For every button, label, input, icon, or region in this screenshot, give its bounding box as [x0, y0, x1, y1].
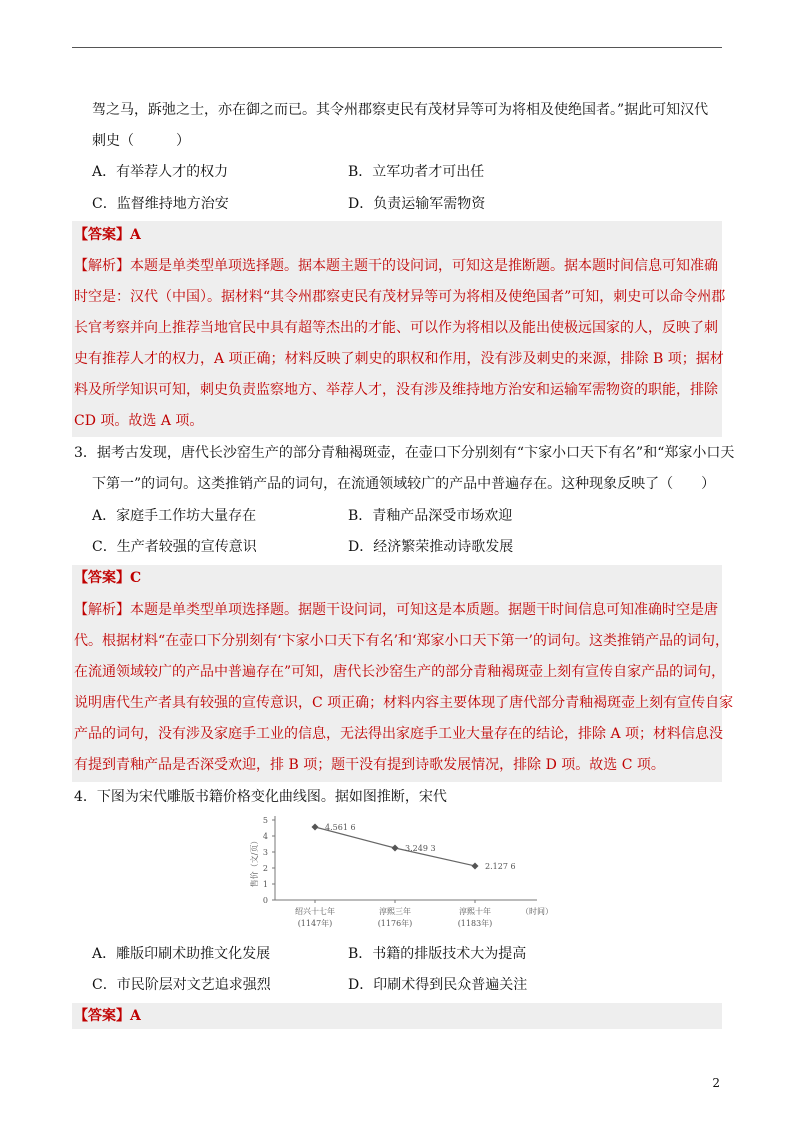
q4-stem: 4．下图为宋代雕版书籍价格变化曲线图。据如图推断，宋代 — [74, 789, 447, 805]
q3-option-d: D．经济繁荣推动诗歌发展 — [348, 539, 514, 555]
q3-option-b: B．青釉产品深受市场欢迎 — [348, 508, 513, 524]
x-tick-label-year: (1176年) — [377, 919, 413, 928]
q2-answer: 【答案】A — [74, 227, 141, 243]
data-point — [312, 824, 319, 831]
q2-option-d: D．负责运输军需物资 — [348, 196, 486, 212]
y-tick-label: 5 — [262, 816, 268, 825]
y-axis-label: 售价（文/页） — [250, 836, 259, 888]
q2-analysis-line: 料及所学知识可知，刺史负责监察地方、举荐人才，没有涉及维持地方治安和运输军需物资的职能，排除 — [74, 382, 718, 398]
q2-analysis-line: 时空是：汉代（中国）。据材料“其令州郡察吏民有茂材异等可为将相及使绝国者”可知，刺史可以命令州郡 — [74, 289, 726, 305]
q4-option-a: A．雕版印刷术助推文化发展 — [92, 946, 271, 962]
q2-analysis-line: 长官考察并向上推荐当地官民中具有超等杰出的才能、可以作为将相以及能出使极远国家的人，反映了刺 — [74, 320, 718, 336]
q3-analysis-line: 【解析】本题是单类型单项选择题。据题干设问词，可知这是本质题。据题干时间信息可知准确时空是唐 — [74, 602, 718, 618]
q3-option-a: A．家庭手工作坊大量存在 — [92, 508, 257, 524]
q3-analysis-line: 代。根据材料“在壶口下分别刻有‘卞家小口天下有名’和‘郑家小口天下第一’的词句。这类推销产品的词句， — [74, 633, 729, 649]
q3-analysis-line: 产品的词句，没有涉及家庭手工业的信息，无法得出家庭手工业大量存在的结论，排除 A 项；材料信息没 — [74, 726, 724, 742]
q2-analysis-line: CD 项。故选 A 项。 — [74, 413, 204, 429]
x-tick-label: 淳熙三年 — [379, 907, 411, 916]
q2-analysis-line: 史有推荐人才的权力，A 项正确；材料反映了刺史的职权和作用，没有涉及刺史的来源，排除 B 项；据材 — [74, 351, 724, 367]
q4-option-d: D．印刷术得到民众普遍关注 — [348, 977, 528, 993]
y-tick-label: 2 — [262, 864, 268, 873]
q4-answer-box — [72, 1003, 722, 1029]
q3-analysis-line: 说明唐代生产者具有较强的宣传意识，C 项正确；材料内容主要体现了唐代部分青釉褐斑壶上刻有宣传自家 — [74, 695, 734, 711]
q2-stem-line1: 驾之马，跅弛之士，亦在御之而已。其令州郡察吏民有茂材异等可为将相及使绝国者。”据此可知汉代 — [92, 102, 709, 118]
q4-option-b: B．书籍的排版技术大为提高 — [348, 946, 527, 962]
q2-analysis-line: 【解析】本题是单类型单项选择题。据本题主题干的设问词，可知这是推断题。据本题时间信息可知准确 — [74, 258, 718, 274]
q3-analysis-line: 有提到青釉产品是否深受欢迎，排 B 项；题干没有提到诗歌发展情况，排除 D 项。故选 C 项。 — [74, 757, 665, 773]
q2-option-b: B．立军功者才可出任 — [348, 164, 485, 180]
q2-stem-line2: 刺史（ ） — [92, 133, 190, 149]
q2-option-a: A．有举荐人才的权力 — [92, 164, 229, 180]
q3-analysis-line: 在流通领域较广的产品中普遍存在”可知，唐代长沙窑生产的部分青釉褐斑壶上刻有宣传自家产品的词句， — [74, 664, 726, 680]
q3-answer: 【答案】C — [74, 570, 142, 586]
q2-option-c: C．监督维持地方治安 — [92, 196, 229, 212]
y-tick-label: 0 — [262, 896, 268, 905]
page-number: 2 — [712, 1076, 720, 1090]
price-line-chart — [245, 810, 565, 940]
x-tick-label-year: (1183年) — [457, 919, 493, 928]
data-label: 4.561 6 — [325, 823, 356, 833]
x-tick-label-year: (1147年) — [297, 919, 333, 928]
x-axis-label: （时间） — [521, 907, 553, 916]
data-point — [392, 845, 399, 852]
q4-option-c: C．市民阶层对文艺追求强烈 — [92, 977, 271, 993]
q4-answer: 【答案】A — [74, 1008, 141, 1024]
data-label: 2.127 6 — [485, 861, 516, 871]
y-tick-label: 3 — [262, 848, 268, 857]
x-tick-label: 淳熙十年 — [459, 907, 491, 916]
x-tick-label: 绍兴十七年 — [295, 907, 335, 916]
y-tick-label: 4 — [262, 832, 268, 841]
q3-stem-line2: 下第一”的词句。这类推销产品的词句，在流通领域较广的产品中普遍存在。这种现象反映了（ ） — [92, 476, 716, 492]
q3-stem-line1: 3．据考古发现，唐代长沙窑生产的部分青釉褐斑壶，在壶口下分别刻有“卞家小口天下有名”和“郑家小口天 — [74, 445, 735, 461]
data-point — [472, 862, 479, 869]
header-rule — [72, 47, 722, 48]
q3-option-c: C．生产者较强的宣传意识 — [92, 539, 257, 555]
data-label: 3.249 3 — [405, 844, 436, 854]
y-tick-label: 1 — [262, 880, 268, 889]
